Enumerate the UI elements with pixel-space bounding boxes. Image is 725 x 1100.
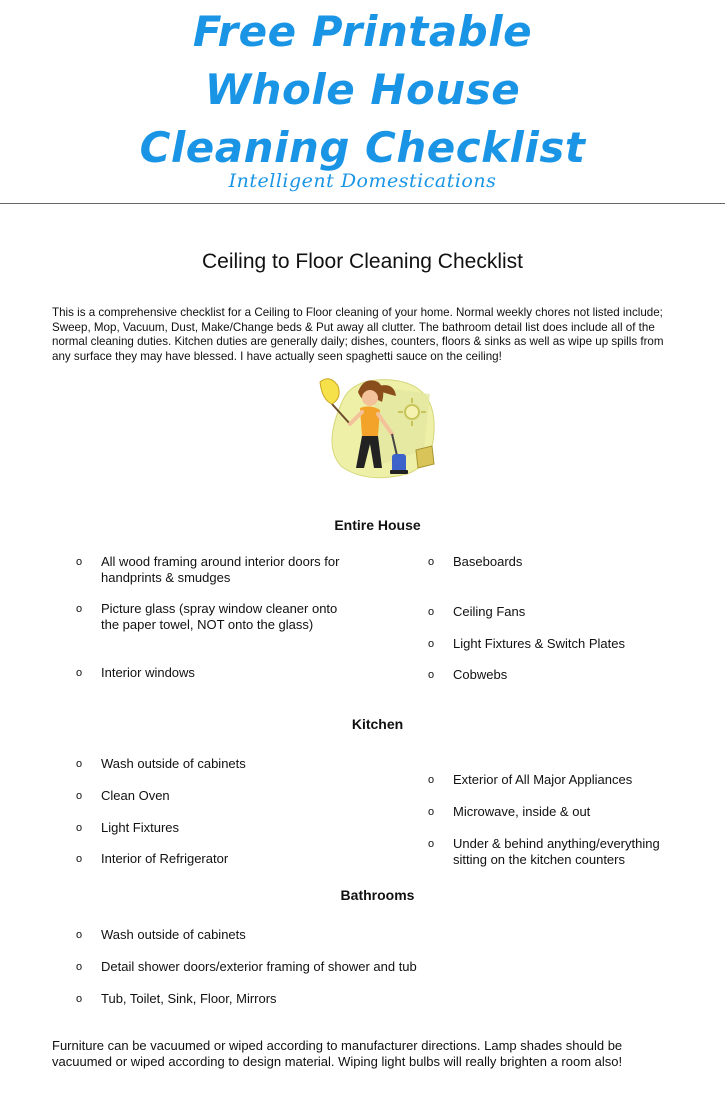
list-item-label: Picture glass (spray window cleaner onto the paper towel, NOT onto the glass) xyxy=(101,601,338,632)
list-item-label: Interior windows xyxy=(101,665,195,680)
list-item xyxy=(76,665,351,681)
banner-title-line-1: Free Printable xyxy=(192,7,533,56)
list-item-label: Clean Oven xyxy=(101,788,170,803)
list-item xyxy=(428,554,693,570)
section-title-entire-house: Entire House xyxy=(334,517,421,533)
list-item-label: Exterior of All Major Appliances xyxy=(453,772,633,787)
bullet-icon: o xyxy=(76,790,83,802)
list-item xyxy=(428,772,693,788)
list-item xyxy=(428,667,693,683)
list-item xyxy=(76,927,481,943)
list-item-label: Wash outside of cabinets xyxy=(101,756,246,771)
list-item-label: Baseboards xyxy=(453,554,523,569)
list-item xyxy=(76,991,481,1007)
list-item xyxy=(76,601,351,633)
list-item-label: Interior of Refrigerator xyxy=(101,851,229,866)
list-item xyxy=(428,836,693,868)
bullet-icon: o xyxy=(76,667,83,679)
list-item-label: All wood framing around interior doors for handprints & smudges xyxy=(101,554,340,585)
intro-paragraph: This is a comprehensive checklist for a Ceiling to Floor cleaning of your home. Normal weekly chores not listed include; Sweep, Mop, Vacuum, Dust, Make/Change beds & Put away all clutter. The bathroom detail list does include all of the normal cleaning duties. Kitchen duties are generally daily; dishes, counters, floors & sinks as well as wipe up spills from any surface they may have blessed. I have actually seen spaghetti sauce on the ceiling! xyxy=(52,306,664,363)
banner-title-line-3: Cleaning Checklist xyxy=(139,123,586,172)
list-item-label: Light Fixtures xyxy=(101,820,180,835)
bullet-icon: o xyxy=(76,556,83,568)
bullet-icon: o xyxy=(428,669,435,681)
list-item-label: Microwave, inside & out xyxy=(453,804,591,819)
list-item xyxy=(76,959,481,975)
list-item-label: Cobwebs xyxy=(453,667,508,682)
bullet-icon: o xyxy=(428,774,435,786)
list-item-label: Light Fixtures & Switch Plates xyxy=(453,636,625,651)
outro-paragraph: Furniture can be vacuumed or wiped according to manufacturer directions. Lamp shades should be vacuumed or wiped according to design material. Wiping light bulbs will really brighten a room also! xyxy=(52,1038,623,1069)
bullet-icon: o xyxy=(428,606,435,618)
bullet-icon: o xyxy=(428,556,435,568)
section-title-kitchen: Kitchen xyxy=(351,716,404,732)
banner-header xyxy=(0,0,725,200)
list-item xyxy=(76,851,351,867)
brand-signature: Intelligent Domestications xyxy=(228,170,497,192)
banner-title-line-2: Whole House xyxy=(204,65,521,114)
list-item xyxy=(76,788,351,804)
list-item xyxy=(76,820,351,836)
bullet-icon: o xyxy=(428,838,435,850)
bullet-icon: o xyxy=(76,929,83,941)
document-title: Ceiling to Floor Cleaning Checklist xyxy=(202,250,523,273)
list-item-label: Detail shower doors/exterior framing of shower and tub xyxy=(101,959,417,974)
list-item-label: Tub, Toilet, Sink, Floor, Mirrors xyxy=(101,991,277,1006)
section-title-bathrooms: Bathrooms xyxy=(340,887,415,903)
bullet-icon: o xyxy=(76,853,83,865)
bullet-icon: o xyxy=(76,758,83,770)
list-item-label: Ceiling Fans xyxy=(453,604,526,619)
list-item xyxy=(428,804,693,820)
bullet-icon: o xyxy=(76,961,83,973)
bullet-icon: o xyxy=(76,993,83,1005)
list-item xyxy=(76,554,351,586)
list-item-label: Wash outside of cabinets xyxy=(101,927,246,942)
divider-line xyxy=(0,203,725,204)
list-item-label: Under & behind anything/everything sitting on the kitchen counters xyxy=(453,836,660,867)
list-item xyxy=(428,604,693,620)
bullet-icon: o xyxy=(428,638,435,650)
bullet-icon: o xyxy=(428,806,435,818)
woman-cleaning-illustration-icon xyxy=(312,372,442,482)
list-item xyxy=(76,756,351,772)
bullet-icon: o xyxy=(76,822,83,834)
list-item xyxy=(428,636,693,652)
bullet-icon: o xyxy=(76,603,83,615)
